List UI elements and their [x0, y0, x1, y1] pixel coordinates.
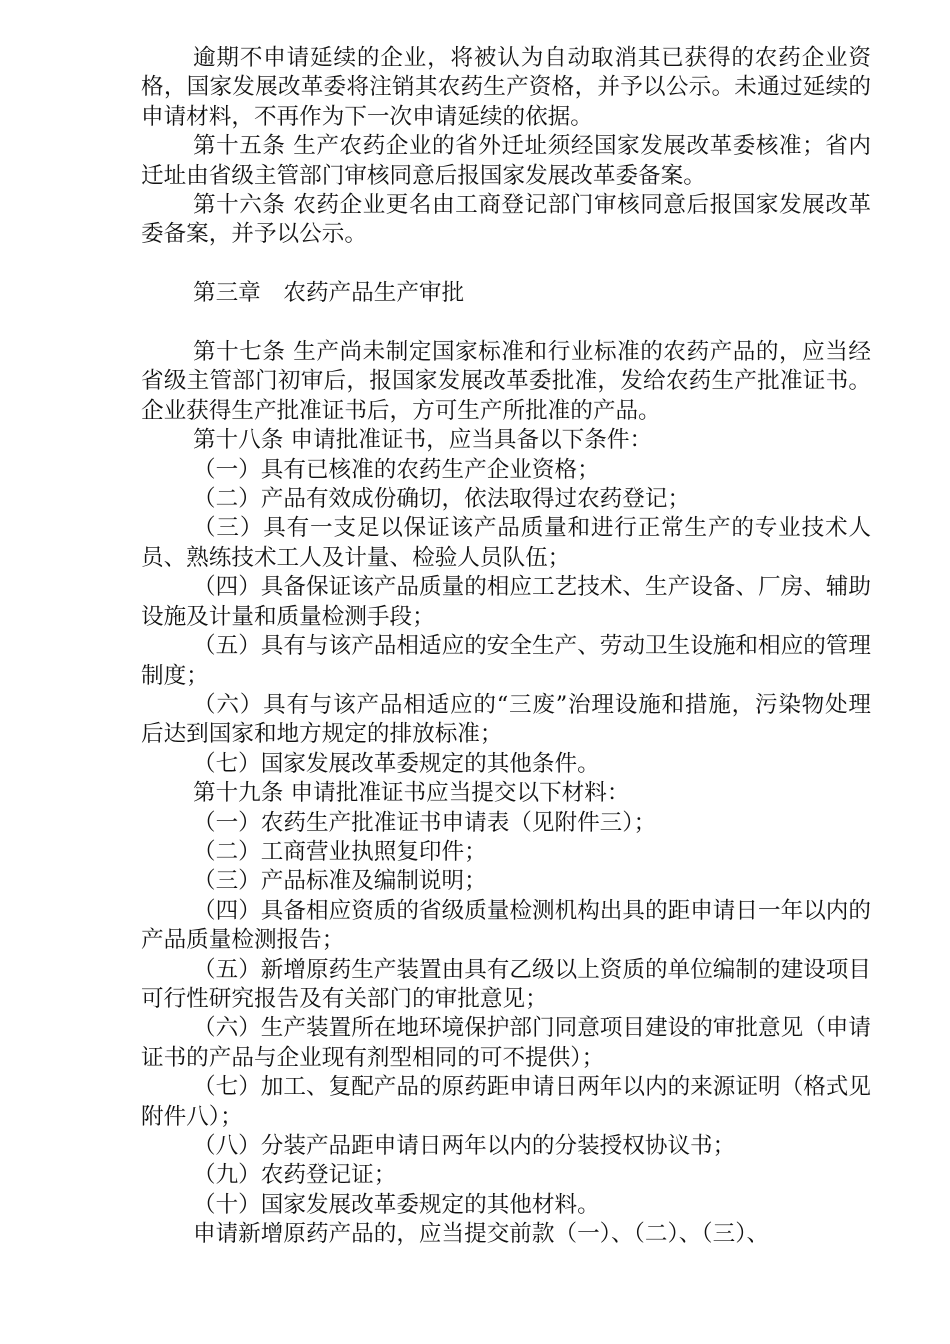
list-item: （九）农药登记证；: [193, 1162, 397, 1189]
list-item: （六）具有与该产品相适应的“三废”治理设施和措施，污染物处理后达到国家和地方规定的排放标准；: [141, 691, 871, 748]
article-18: 第十八条 申请批准证书，应当具备以下条件：: [193, 427, 653, 454]
list-item: （六）生产装置所在地环境保护部门同意项目建设的审批意见（申请证书的产品与企业现有剂型相同的可不提供）；: [141, 1015, 871, 1071]
list-item: （四）具备相应资质的省级质量检测机构出具的距申请日一年以内的产品质量检测报告；: [141, 897, 871, 954]
article-15: 第十五条 生产农药企业的省外迁址须经国家发展改革委核准；省内迁址由省级主管部门审核同意后报国家发展改革委备案。: [141, 133, 871, 189]
spacer: [141, 309, 871, 338]
list-item: （七）国家发展改革委规定的其他条件。: [193, 750, 600, 777]
list-item: （四）具备保证该产品质量的相应工艺技术、生产设备、厂房、辅助设施及计量和质量检测手段；: [141, 574, 871, 630]
chapter-heading: 第三章 农药产品生产审批: [193, 280, 465, 307]
article-16: 第十六条 农药企业更名由工商登记部门审核同意后报国家发展改革委备案，并予以公示。: [141, 192, 871, 248]
paragraph: 申请新增原药产品的，应当提交前款（一）、（二）、（三）、: [193, 1221, 770, 1248]
list-item: （三）产品标准及编制说明；: [193, 868, 487, 895]
list-item: （十）国家发展改革委规定的其他材料。: [193, 1191, 600, 1218]
list-item: （五）新增原药生产装置由具有乙级以上资质的单位编制的建设项目可行性研究报告及有关部门的审批意见；: [141, 956, 871, 1012]
article-17: 第十七条 生产尚未制定国家标准和行业标准的农药产品的，应当经省级主管部门初审后，报国家发展改革委批准，发给农药生产批准证书。企业获得生产批准证书后，方可生产所批准的产品。: [141, 339, 871, 424]
document-page: [141, 44, 871, 1250]
list-item: （三）具有一支足以保证该产品质量和进行正常生产的专业技术人员、熟练技术工人及计量、检验人员队伍；: [141, 515, 871, 571]
list-item: （一）农药生产批准证书申请表（见附件三）；: [193, 809, 657, 836]
list-item: （二）工商营业执照复印件；: [193, 838, 487, 865]
list-item: （一）具有已核准的农药生产企业资格；: [193, 456, 600, 483]
list-item: （五）具有与该产品相适应的安全生产、劳动卫生设施和相应的管理制度；: [141, 633, 871, 689]
spacer: [141, 250, 871, 279]
list-item: （八）分装产品距申请日两年以内的分装授权协议书；: [193, 1133, 736, 1159]
article-19: 第十九条 申请批准证书应当提交以下材料：: [193, 780, 630, 807]
list-item: （二）产品有效成份确切，依法取得过农药登记；: [193, 486, 691, 513]
list-item: （七）加工、复配产品的原药距申请日两年以内的来源证明（格式见附件八）；: [141, 1074, 871, 1130]
paragraph: 逾期不申请延续的企业，将被认为自动取消其已获得的农药企业资格，国家发展改革委将注销其农药生产资格，并予以公示。未通过延续的申请材料，不再作为下一次申请延续的依据。: [141, 45, 871, 130]
